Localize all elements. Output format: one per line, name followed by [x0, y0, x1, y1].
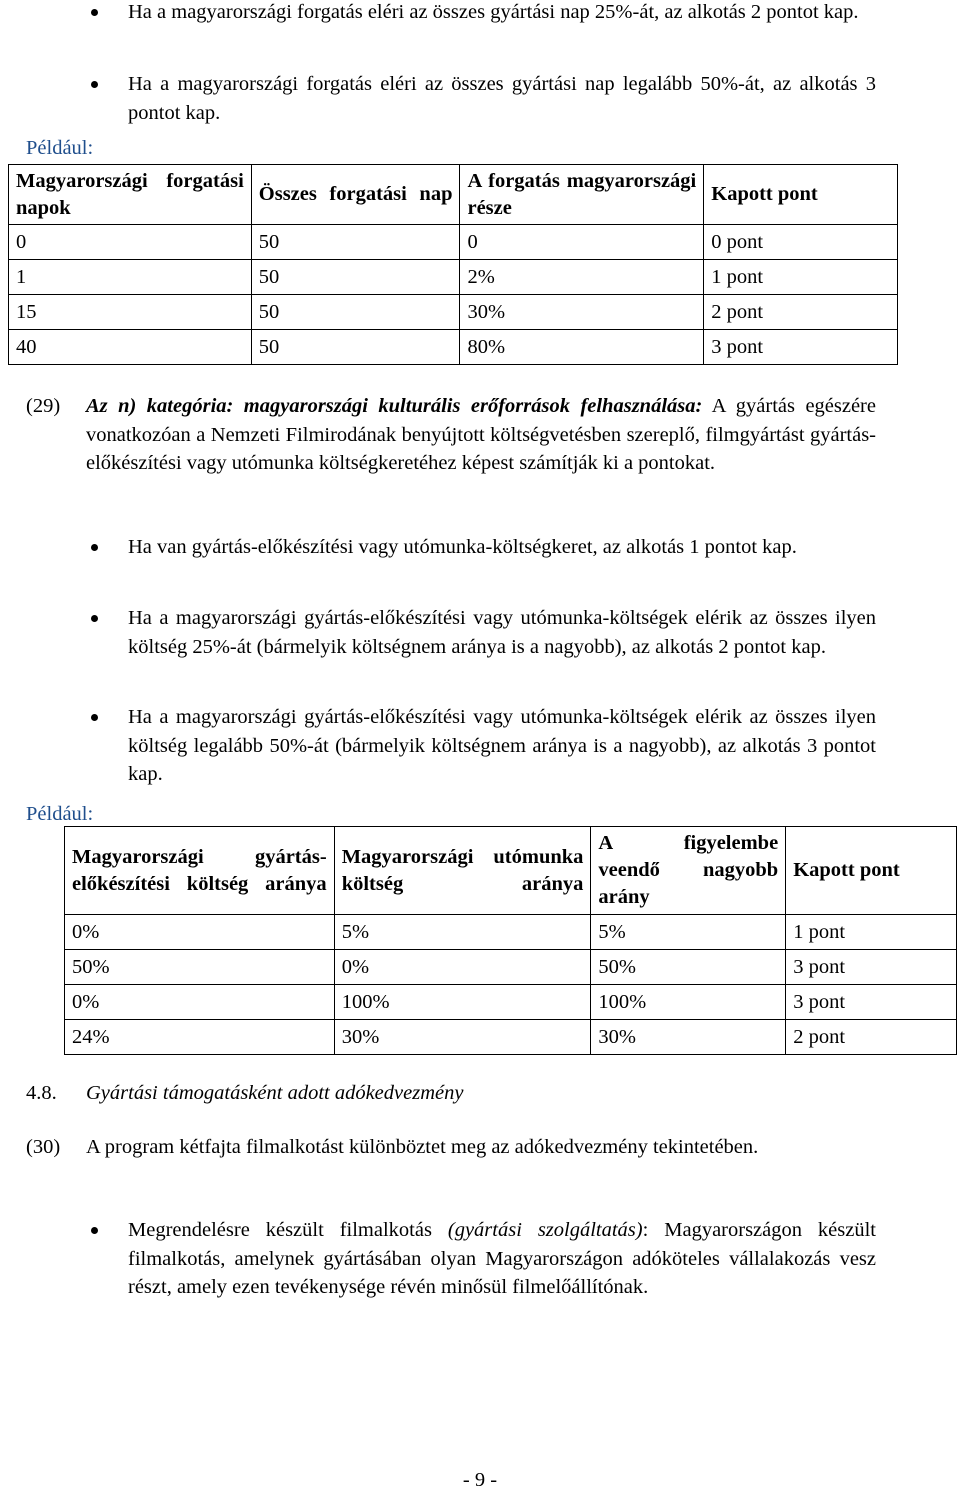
table-header-cell: Kapott pont	[786, 827, 957, 915]
table-row	[9, 330, 898, 365]
table-row	[9, 225, 898, 260]
bullet-item	[128, 703, 876, 789]
bullet-dot-icon	[91, 544, 98, 551]
paragraph-title: Az n) kategória: magyarországi kulturális erőforrások felhasználása:	[86, 395, 703, 417]
table-header-cell: Magyarországi forgatási napok	[9, 165, 252, 225]
bullet-dot-icon	[91, 714, 98, 721]
table-cell: 2 pont	[704, 295, 898, 330]
table-cell: 0	[9, 225, 252, 260]
bullet-dot-icon	[91, 9, 98, 16]
table-cell: 50	[251, 225, 460, 260]
bullet-lead: Megrendelésre készült filmalkotás	[128, 1219, 448, 1241]
table-cell: 50	[251, 260, 460, 295]
paragraph-text: A gyártás egészére vonatkozóan a Nemzeti Filmirodának benyújtott költségvetésben szereplő, filmgyártást gyártás-előkészítési vagy utómunka költségkeretéhez képest számítják ki a pontokat.	[86, 395, 876, 474]
bullet-item	[128, 0, 876, 27]
table-cell: 15	[9, 295, 252, 330]
table-cell: 40	[9, 330, 252, 365]
table-cell: 3 pont	[786, 950, 957, 985]
bullet-text: Ha a magyarországi forgatás eléri az összes gyártási nap 25%-át, az alkotás 2 pontot kap.	[128, 1, 859, 23]
table-row	[9, 260, 898, 295]
example-label: Például:	[26, 137, 94, 159]
bullet-dot-icon	[91, 81, 98, 88]
paragraph-30: A program kétfajta filmalkotást különböztet meg az adókedvezmény tekintetében.	[86, 1136, 759, 1158]
table-cell: 50%	[65, 950, 335, 985]
table-cell: 1 pont	[704, 260, 898, 295]
table-header-cell: Kapott pont	[704, 165, 898, 225]
bullet-text: Ha a magyarországi gyártás-előkészítési vagy utómunka-költségek elérik az összes ilyen költség 25%-át (bármelyik költségnem aránya is a nagyobb), az alkotás 2 pontot kap.	[128, 607, 876, 658]
table-cell: 3 pont	[786, 985, 957, 1020]
paragraph-number: (29)	[26, 395, 61, 417]
bullet-text: Ha a magyarországi gyártás-előkészítési vagy utómunka-költségek elérik az összes ilyen költség legalább 50%-át (bármelyik költségnem aránya is a nagyobb), az alkotás 3 pontot kap.	[128, 706, 876, 785]
table-row	[65, 1020, 957, 1055]
table-cell: 30%	[460, 295, 704, 330]
bullet-rest: : Magyarországon készült filmalkotás, amelynek gyártásában olyan Magyarországon adóköteles vállalakozás vesz részt, amely ezen tevékenysége révén minősül filmelőállítónak.	[128, 1219, 876, 1298]
table-cell: 0%	[334, 950, 591, 985]
table-cell: 0%	[65, 985, 335, 1020]
table-cell: 2 pont	[786, 1020, 957, 1055]
table-row	[65, 950, 957, 985]
table-cell: 0%	[65, 915, 335, 950]
bullet-text: Ha a magyarországi forgatás eléri az összes gyártási nap legalább 50%-át, az alkotás 3 pontot kap.	[128, 73, 876, 124]
bullet-text	[128, 1216, 876, 1302]
table-cell: 50%	[591, 950, 786, 985]
table-cell: 1 pont	[786, 915, 957, 950]
table-header-cell: Összes forgatási nap	[251, 165, 460, 225]
section-number: 4.8.	[26, 1082, 57, 1104]
table-cell: 5%	[334, 915, 591, 950]
page-number: - 9 -	[462, 1469, 498, 1491]
table-row	[65, 915, 957, 950]
table-header-row	[65, 827, 957, 915]
table-cell: 100%	[591, 985, 786, 1020]
table-header-cell: Magyarországi gyártás-előkészítési költség aránya	[65, 827, 335, 915]
table-header-cell: Magyarországi utómunka költség aránya	[334, 827, 591, 915]
table-cell: 0 pont	[704, 225, 898, 260]
table-cell: 50	[251, 330, 460, 365]
bullet-italic-term: (gyártási szolgáltatás)	[447, 1219, 643, 1241]
table-cell: 2%	[460, 260, 704, 295]
table-cell: 100%	[334, 985, 591, 1020]
bullet-dot-icon	[91, 615, 98, 622]
table-cell: 0	[460, 225, 704, 260]
bullet-item	[128, 533, 876, 562]
table-header-cell: A forgatás magyarországi része	[460, 165, 704, 225]
bullet-item	[128, 1216, 876, 1302]
bullet-item	[128, 70, 876, 127]
paragraph-29	[86, 392, 876, 478]
table-row	[9, 295, 898, 330]
table-cell: 5%	[591, 915, 786, 950]
table-header-row	[9, 165, 898, 225]
table-cell: 1	[9, 260, 252, 295]
section-title: Gyártási támogatásként adott adókedvezmény	[86, 1082, 464, 1104]
table-cell: 30%	[334, 1020, 591, 1055]
bullet-text: Ha van gyártás-előkészítési vagy utómunka-költségkeret, az alkotás 1 pontot kap.	[128, 536, 797, 558]
table-cell: 3 pont	[704, 330, 898, 365]
table-cell: 30%	[591, 1020, 786, 1055]
example-label: Például:	[26, 803, 94, 825]
table-header-cell: A figyelembe veendő nagyobb arány	[591, 827, 786, 915]
table-cell: 50	[251, 295, 460, 330]
table-forgatasi-napok	[8, 164, 898, 365]
bullet-dot-icon	[91, 1227, 98, 1234]
table-row	[65, 985, 957, 1020]
paragraph-number: (30)	[26, 1136, 61, 1158]
table-cell: 24%	[65, 1020, 335, 1055]
table-koltseg-aranya	[64, 826, 957, 1055]
table-cell: 80%	[460, 330, 704, 365]
bullet-item	[128, 604, 876, 661]
